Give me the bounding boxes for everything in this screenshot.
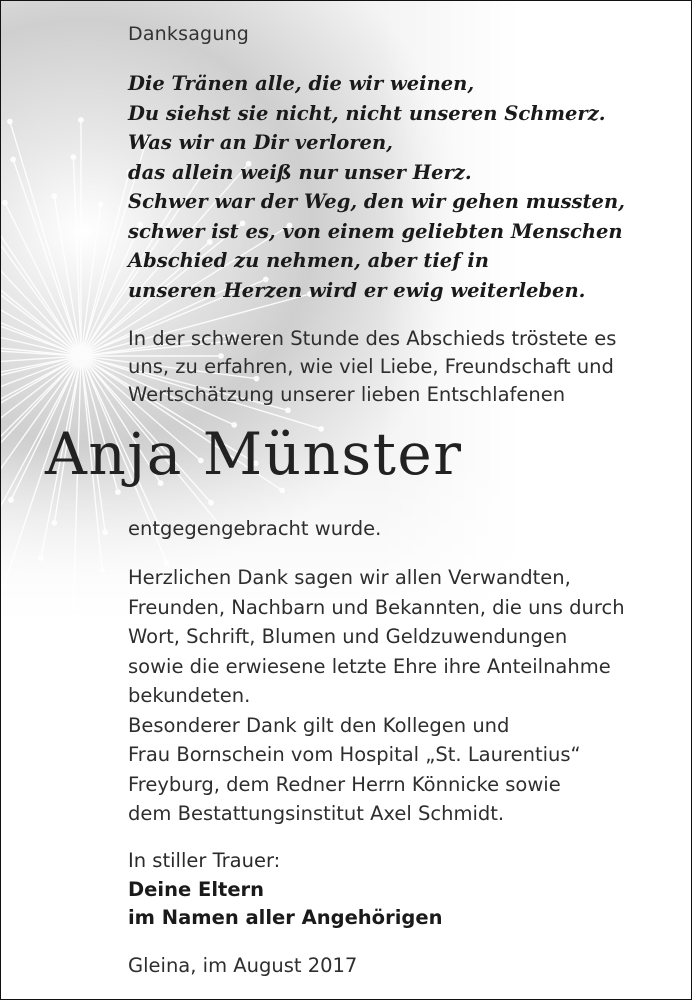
poem-verse [128, 69, 625, 305]
poem-line: Du siehst sie nicht, nicht unseren Schmerz. [128, 101, 606, 125]
mourning-intro: In stiller Trauer: [128, 849, 281, 872]
thanks-line: sowie die erwiesene letzte Ehre ihre Anteilnahme [128, 654, 611, 678]
intro-paragraph [128, 325, 616, 409]
thanks-line: bekundeten. [128, 684, 251, 707]
thanks-line: Freyburg, dem Redner Herrn Könnicke sowie [128, 772, 561, 796]
mourning-signature [128, 847, 442, 933]
thanks-line: Freunden, Nachbarn und Bekannten, die uns durch [128, 595, 625, 619]
poem-line: Abschied zu nehmen, aber tief in [128, 249, 489, 272]
heading: Danksagung [128, 23, 250, 45]
thanks-paragraph [128, 563, 625, 829]
intro-line: uns, zu erfahren, wie viel Liebe, Freundschaft und [128, 355, 614, 378]
thanks-line: dem Bestattungsinstitut Axel Schmidt. [128, 802, 505, 825]
deceased-name: Anja Münster [45, 420, 463, 488]
thanks-line: Herzlichen Dank sagen wir allen Verwandten, [128, 566, 571, 589]
thanks-line: Frau Bornschein vom Hospital „St. Laurentius“ [128, 743, 581, 766]
mourning-relatives: im Namen aller Angehörigen [128, 906, 443, 929]
poem-line: Was wir an Dir verloren, [128, 131, 393, 154]
thanks-line: Wort, Schrift, Blumen und Geldzuwendungen [128, 625, 568, 648]
intro-line: Wertschätzung unserer lieben Entschlafenen [128, 383, 566, 406]
place-date: Gleina, im August 2017 [128, 954, 358, 977]
after-name-text: entgegengebracht wurde. [128, 517, 382, 540]
intro-line: In der schweren Stunde des Abschieds tröstete es [128, 327, 617, 350]
thanks-line: Besonderer Dank gilt den Kollegen und [128, 713, 510, 737]
mourning-parents: Deine Eltern [128, 877, 265, 901]
poem-line: schwer ist es, von einem geliebten Menschen [128, 219, 623, 243]
poem-line: Schwer war der Weg, den wir gehen mussten, [128, 190, 625, 213]
poem-line: Die Tränen alle, die wir weinen, [128, 72, 475, 95]
poem-line: das allein weiß nur unser Herz. [128, 160, 472, 184]
poem-line: unseren Herzen wird er ewig weiterleben. [128, 278, 586, 302]
